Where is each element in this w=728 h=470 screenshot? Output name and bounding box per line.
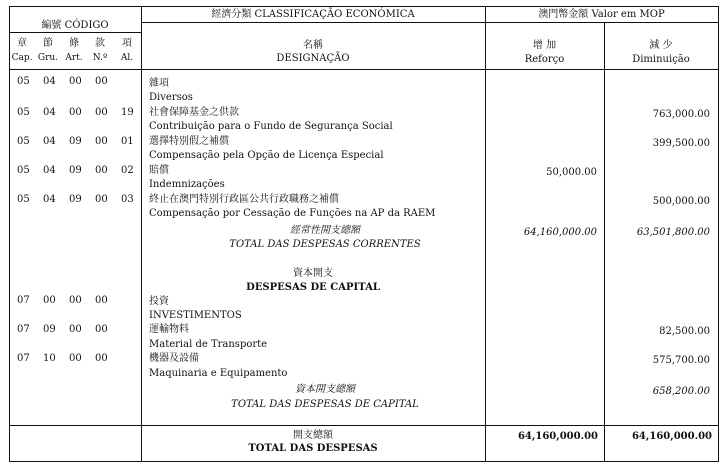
code-art: 00 <box>69 76 82 87</box>
total-correntes-reforco: 64,160,000.00 <box>523 227 597 238</box>
code-col-al-pt: Al. <box>120 53 134 63</box>
code-cap: 05 <box>17 107 30 118</box>
designation-pt: Compensação por Cessação de Funções na AP da RAEM <box>149 208 436 219</box>
vline-left <box>9 6 10 462</box>
code-no: 00 <box>95 76 108 87</box>
rule-header-bottom <box>9 69 719 70</box>
designation-pt: Compensação pela Opção de Licença Especial <box>149 150 384 161</box>
code-al: 03 <box>121 194 134 205</box>
code-gru: 04 <box>43 107 56 118</box>
code-art: 09 <box>69 136 82 147</box>
code-cap: 05 <box>17 76 30 87</box>
total-capital-pt: TOTAL DAS DESPESAS DE CAPITAL <box>231 399 419 410</box>
designation-zh: 社會保障基金之供款 <box>149 107 239 118</box>
code-no: 00 <box>95 107 108 118</box>
total-correntes-zh: 經常性開支總額 <box>290 225 360 236</box>
designation-pt: DESIGNAÇÃO <box>276 53 350 64</box>
code-gru: 04 <box>43 136 56 147</box>
code-art: 00 <box>69 353 82 364</box>
value-title: 澳門幣金額 Valor em MOP <box>538 9 665 20</box>
grand-total-reforco: 64,160,000.00 <box>517 431 598 442</box>
code-art: 00 <box>69 295 82 306</box>
code-cap: 07 <box>17 295 30 306</box>
capital-heading-zh: 資本開支 <box>293 268 333 279</box>
designation-zh: 雜項 <box>149 78 169 89</box>
code-cap: 05 <box>17 194 30 205</box>
designation-zh: 終止在澳門特別行政區公共行政職務之補償 <box>149 194 339 205</box>
code-no: 00 <box>95 353 108 364</box>
code-no: 00 <box>95 136 108 147</box>
code-gru: 00 <box>43 295 56 306</box>
code-cap: 05 <box>17 136 30 147</box>
code-gru: 04 <box>43 194 56 205</box>
code-gru: 09 <box>43 324 56 335</box>
designation-pt: Maquinaria e Equipamento <box>149 368 288 379</box>
code-art: 00 <box>69 324 82 335</box>
grand-total-diminuicao: 64,160,000.00 <box>631 431 712 442</box>
code-col-no-zh: 款 <box>95 38 105 49</box>
diminuicao-value: 399,500.00 <box>652 138 710 149</box>
total-correntes-pt: TOTAL DAS DESPESAS CORRENTES <box>229 239 421 250</box>
diminuicao-value: 575,700.00 <box>652 355 710 366</box>
code-al: 19 <box>121 107 134 118</box>
code-cap: 07 <box>17 353 30 364</box>
reforco-value: 50,000.00 <box>546 167 597 178</box>
designation-zh: 名稱 <box>303 40 323 51</box>
designation-zh: 運輸物料 <box>149 324 189 335</box>
designation-zh: 機器及設備 <box>149 353 199 364</box>
grand-total-pt: TOTAL DAS DESPESAS <box>248 443 378 454</box>
reforco-pt: Reforço <box>524 54 565 65</box>
vline-right <box>718 6 719 462</box>
capital-heading-pt: DESPESAS DE CAPITAL <box>246 282 380 293</box>
code-col-art-pt: Art. <box>65 53 83 63</box>
designation-pt: Diversos <box>149 92 193 103</box>
total-correntes-diminuicao: 63,501,800.00 <box>636 227 710 238</box>
code-col-no-pt: N.º <box>92 53 108 63</box>
code-col-gru-zh: 節 <box>43 38 53 49</box>
designation-zh: 賠償 <box>149 165 169 176</box>
code-art: 00 <box>69 107 82 118</box>
designation-pt: Contribuição para o Fundo de Segurança Social <box>149 121 393 132</box>
designation-pt: Indemnizações <box>149 179 225 190</box>
code-cap: 07 <box>17 324 30 335</box>
classification-title: 經濟分類 CLASSIFICAÇÃO ECONÓMICA <box>211 9 415 20</box>
code-gru: 04 <box>43 165 56 176</box>
code-col-cap-pt: Cap. <box>11 53 33 63</box>
designation-pt: INVESTIMENTOS <box>149 310 242 321</box>
code-no: 00 <box>95 165 108 176</box>
diminuicao-value: 500,000.00 <box>652 196 710 207</box>
code-col-gru-pt: Gru. <box>37 53 59 63</box>
code-col-al-zh: 項 <box>122 38 132 49</box>
code-gru: 04 <box>43 76 56 87</box>
code-al: 02 <box>121 165 134 176</box>
code-al: 01 <box>121 136 134 147</box>
rule-grand-total <box>9 425 719 426</box>
designation-pt: Material de Transporte <box>149 339 268 350</box>
total-capital-zh: 資本開支總額 <box>295 384 355 395</box>
rule-top <box>9 6 719 7</box>
designation-zh: 選擇特別假之補償 <box>149 136 229 147</box>
reforco-zh: 增 加 <box>532 40 557 51</box>
diminuicao-zh: 減 少 <box>649 40 673 51</box>
grand-total-zh: 開支總額 <box>293 430 333 441</box>
diminuicao-value: 763,000.00 <box>652 109 710 120</box>
code-label: 編號 CÓDIGO <box>41 20 109 31</box>
rule-code-label <box>9 32 141 33</box>
total-capital-diminuicao: 658,200.00 <box>652 386 710 397</box>
code-gru: 10 <box>43 353 56 364</box>
designation-zh: 投資 <box>149 296 169 307</box>
code-no: 00 <box>95 295 108 306</box>
code-art: 09 <box>69 165 82 176</box>
code-cap: 05 <box>17 165 30 176</box>
rule-sub-header <box>141 22 719 23</box>
diminuicao-pt: Diminuição <box>632 54 690 65</box>
code-art: 09 <box>69 194 82 205</box>
code-no: 00 <box>95 194 108 205</box>
code-no: 00 <box>95 324 108 335</box>
code-col-cap-zh: 章 <box>17 38 27 49</box>
rule-bottom <box>9 461 719 462</box>
diminuicao-value: 82,500.00 <box>659 326 710 337</box>
code-col-art-zh: 條 <box>69 38 79 49</box>
vline-code <box>141 6 142 462</box>
